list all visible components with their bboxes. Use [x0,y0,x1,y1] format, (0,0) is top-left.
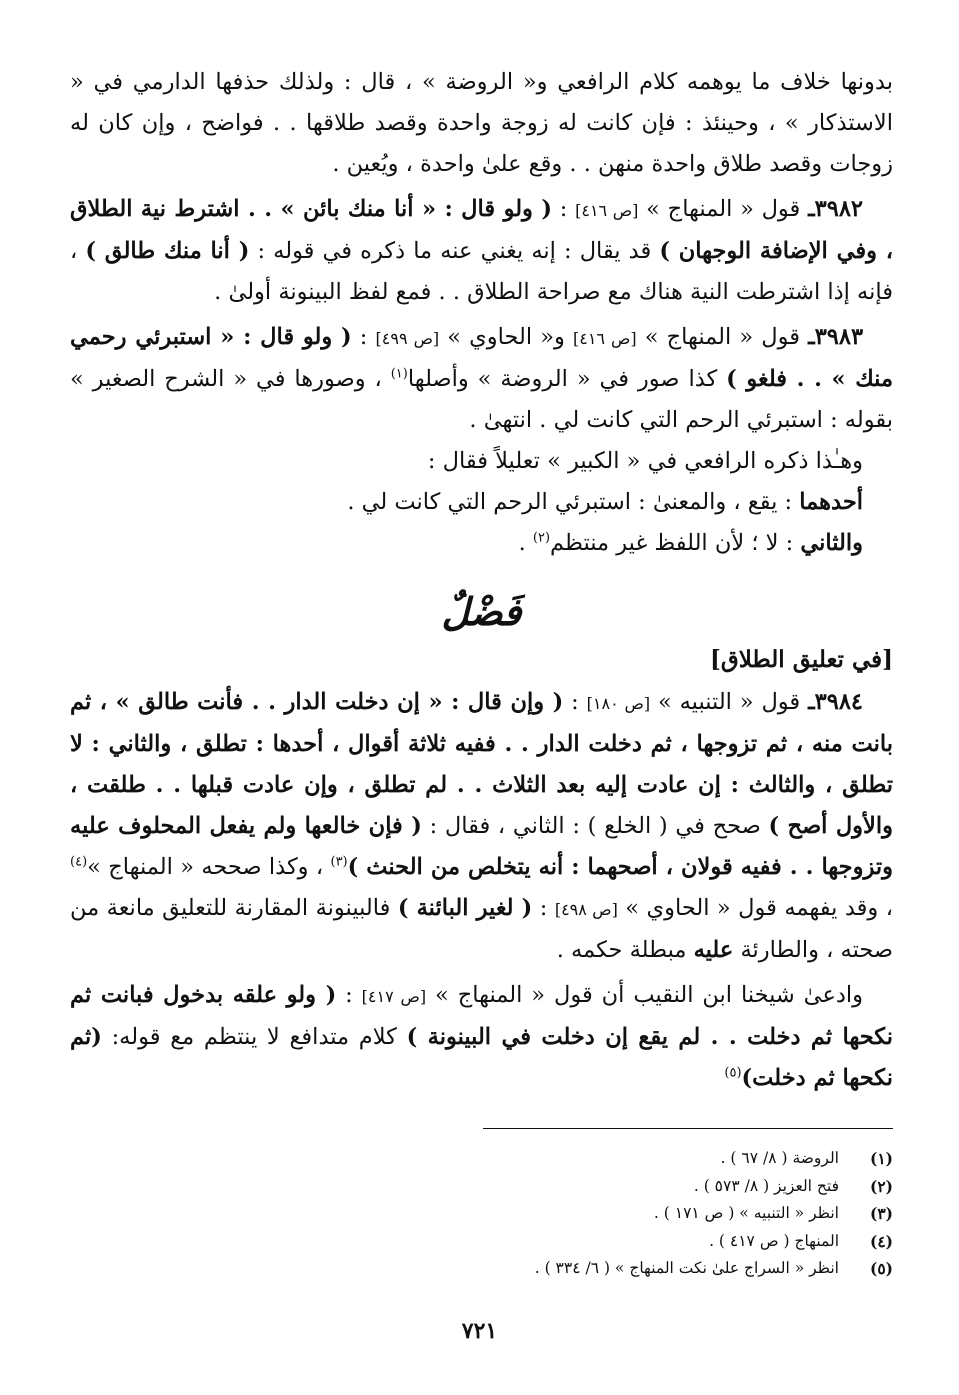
text-run: . [518,530,533,556]
footnote-item [70,1145,893,1173]
quoted-text: ( لغير البائنة ) [397,895,533,921]
quoted-text: ( أنا منك طالق ) [85,238,250,264]
section-title: [في تعليق الطلاق] [709,646,893,673]
fasl-calligraphy: فَضْلٌ [441,589,522,634]
footnote-item [70,1228,893,1256]
quoted-text: ( ولو قال : « أنا منك بائن » . . اشترط نية الطلاق ، وفي الإضافة الوجهان ) [70,196,893,264]
view-label: والثاني [800,530,863,556]
paragraph-text: بدونها خلاف ما يوهمه كلام الرافعي و« الروضة » ، قال : ولذلك حذفها الدارمي في « الاستذكار » ، وحينئذ : فإن كانت له زوجة واحدة وقصد طلاقها . . فواضح ، وإن كان له زوجات وقصد طلاق واحدة منهن . . وقع علىٰ واحدة ، ويُعين . [70,69,893,177]
text-run: : [351,324,376,350]
paragraph-ibn-naqib [70,975,893,1099]
text-run: قول « المنهاج » [636,324,809,350]
text-run: قول « التنبيه » [650,689,809,715]
quoted-text: (ثم نكحها ثم دخلت) [70,1024,893,1091]
text-run: كلام متدافع لا ينتظم مع قوله: [101,1024,407,1050]
page-reference: [ص ٤٩٨] [554,900,618,919]
footnote-marker[interactable]: (٤) [70,854,88,870]
main-text [70,62,893,1099]
footnote-number: (١) [869,1149,893,1168]
page-body [70,62,893,1099]
text-run: قول « المنهاج » [638,196,809,222]
text-run: : [563,689,587,715]
footnotes [70,1145,893,1283]
view-label: أحدهما [799,489,863,515]
quoted-text: ( ولو قال : « استبرئي رحمي منك » . . فلغو ) [70,324,893,392]
footnote-item [70,1200,893,1228]
text-run: قد يقال : إنه يغني عنه ما ذكره في قوله : [249,238,660,264]
text-run: ، فإنه إذا اشترطت النية هناك مع صراحة الطلاق . . فمع لفظ البينونة أولىٰ . [70,238,893,305]
quoted-text: ( وإن قال : « إن دخلت الدار . . فأنت طالق » ، ثم بانت منه ، ثم تزوجها ، ثم دخلت الدار . . ففيه ثلاثة أقوال ، أحدها : تطلق ، والثاني : لا تطلق ، والثالث : إن عادت إليه بعد الثلاث . . لم تطلق ، وإن عادت قبلها . . طلقت ، والأول أصح ) [70,689,893,839]
text-run: ، وقد يفهمه قول « الحاوي » [617,895,894,921]
paragraph-text: وهـٰذا ذكره الرافعي في « الكبير » تعليلاً فقال : [427,448,863,474]
footnote-item [70,1255,893,1283]
paragraph-continuation [70,62,893,185]
footnote-text: فتح العزيز ( ٨/ ٥٧٣ ) . [693,1176,839,1195]
footnote-marker[interactable]: (٢) [532,530,551,546]
text-run: : [532,895,555,921]
text-run: و« الحاوي » [439,324,573,350]
footnote-number: (٢) [869,1176,893,1196]
entry-number: ٣٩٨٢ـ [808,196,864,222]
text-run: وادعىٰ شيخنا ابن النقيب أن قول « المنهاج » [426,982,863,1008]
paragraph-first-view [70,482,893,523]
text-run: : لا ؛ لأن اللفظ غير منتظم [550,530,801,556]
page-reference: [ص ٤١٦] [572,329,637,348]
paragraph-rafii [70,441,893,482]
text-run: ، وصورها في « الشرح الصغير » بقوله : استبرئي الرحم التي كانت لي . انتهىٰ . [70,366,893,433]
section-ornament [70,584,893,640]
footnote-number: (٥) [869,1259,893,1278]
quoted-text: عليه [693,937,734,963]
text-run: فالبينونة المقارنة للتعليق مانعة من صحته ، والطارئة [70,895,893,963]
paragraph-3982 [70,189,893,313]
page-reference: [ص ٤٩٩] [375,329,440,348]
page-reference: [ص ٤١٧] [361,987,427,1006]
quoted-text: ( ولو علقه بدخول فبانت ثم نكحها ثم دخلت . . لم يقع إن دخلت في البينونة ) [70,982,893,1050]
text-run: كذا صور في « الروضة » وأصلها [407,366,727,392]
footnote-text: المنهاج ( ص ٤١٧ ) . [709,1231,839,1250]
footnote-text: انظر « السراج علىٰ نكت المنهاج » ( ٦/ ٣٣٤ ) . [534,1259,839,1277]
paragraph-3983 [70,317,893,441]
entry-number: ٣٩٨٣ـ [808,324,864,350]
footnote-number: (٣) [869,1204,893,1223]
text-run: مبطلة حكمه . [556,937,694,963]
footnote-marker[interactable]: (٥) [724,1065,742,1081]
paragraph-second-view [70,523,893,564]
footnote-text: الروضة ( ٨/ ٦٧ ) . [720,1149,839,1167]
page-number: ٧٢١ [461,1318,498,1344]
footnote-separator [483,1128,893,1129]
footnote-number: (٤) [869,1231,893,1251]
footnote-text: انظر « التنبيه » ( ص ١٧١ ) . [653,1204,839,1222]
footnote-item [70,1173,893,1201]
paragraph-3984 [70,682,893,971]
page-reference: [ص ١٨٠] [586,694,651,713]
footnote-marker[interactable]: (١) [390,366,408,382]
quoted-text: ( فإن خالعها ولم يفعل المحلوف عليه وتزوجها . . ففيه قولان ، أصحهما : أنه يتخلص من الحنث ) [70,813,893,880]
text-run: : يقع ، والمعنىٰ : استبرئي الرحم التي كانت لي . [347,489,800,515]
text-run: : [336,982,362,1008]
footnote-marker[interactable]: (٣) [330,854,348,870]
text-run: ، وكذا صححه « المنهاج » [87,854,331,880]
text-run: صحح في ( الخلع ) : الثاني ، فقال : [421,813,769,839]
text-run: : [552,196,576,222]
page-reference: [ص ٤١٦] [575,201,639,220]
entry-number: ٣٩٨٤ـ [808,689,863,715]
